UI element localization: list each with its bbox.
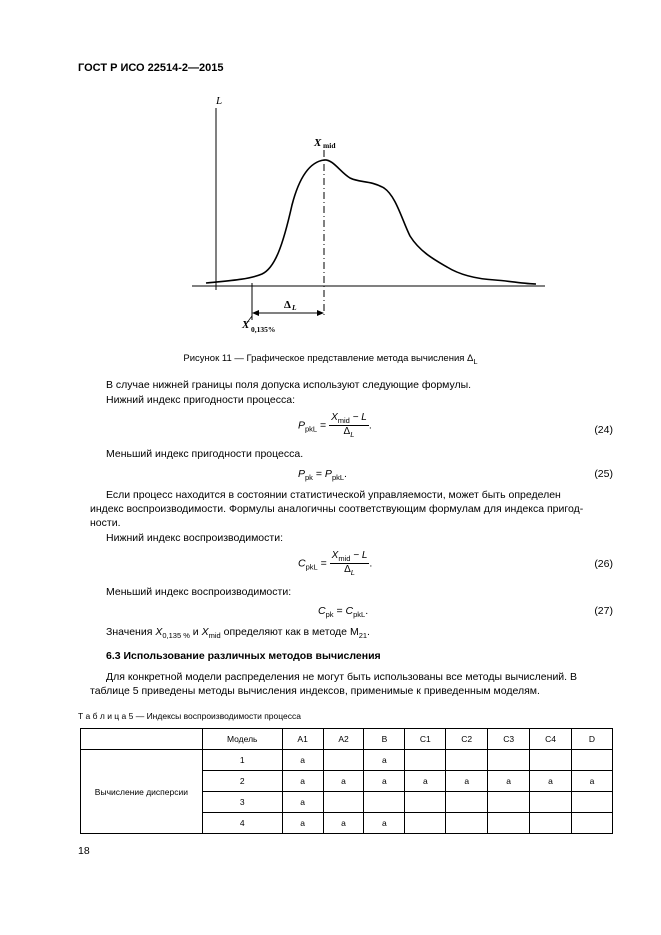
table-cell [323,792,364,813]
table-cell: a [572,771,613,792]
table-cell [446,750,488,771]
table-cell [446,813,488,834]
table-cell [530,813,572,834]
table-cell [405,792,446,813]
table-cell [405,750,446,771]
figure-distribution-curve [0,0,661,360]
table-cell: 3 [202,792,282,813]
table-caption: Т а б л и ц а 5 — Индексы воспроизводимости процесса [78,711,301,721]
equation-27: $C_{pk} = C_{pkL}$. [318,605,369,619]
x-mid-label: X [314,137,322,149]
table-cell [323,750,364,771]
x0-label: X [242,319,250,331]
distribution-curve [206,160,536,284]
table-cell: a [446,771,488,792]
equation-26: $C_{pkL}$ = $\frac{X_{mid} - L}{\Delta_L}$ . [298,550,373,577]
table-cell: a [282,792,323,813]
table-cell: a [282,771,323,792]
table-header-cell: C1 [405,729,446,750]
document-header: ГОСТ Р ИСО 22514-2—2015 [78,62,224,74]
equation-27-number: (27) [594,605,613,617]
equation-24: $P_{pkL}$ = $\frac{X_{mid} - L}{\Delta_L}$ . [298,412,372,439]
x-mid-sub: mid [323,141,336,150]
paragraph-6: Меньший индекс воспроизводимости: [106,586,292,598]
equation-25-number: (25) [594,468,613,480]
table-header-cell: Модель [202,729,282,750]
table-header-cell: C4 [530,729,572,750]
figure-caption-sub: L [473,357,478,366]
paragraph-5: Нижний индекс воспроизводимости: [106,532,283,544]
table-cell: a [323,813,364,834]
paragraph-4a: Если процесс находится в состоянии статистической управляемости, может быть определен [106,489,561,501]
table-row-label: Вычисление дисперсии [81,750,203,834]
figure-caption-text: Рисунок 11 — Графическое представление метода вычисления Δ [183,353,474,364]
table-cell [530,750,572,771]
table-header-cell: A1 [282,729,323,750]
table-cell: a [282,813,323,834]
paragraph-4b: индекс воспроизводимости. Формулы аналогичны соответствующим формулам для индекса пригод- [90,503,584,515]
paragraph-2: Нижний индекс пригодности процесса: [106,394,295,406]
table-cell: 2 [202,771,282,792]
equation-25: $P_{pk} = P_{pkL}$. [298,468,347,482]
table-cell: a [364,750,405,771]
table-cell: 1 [202,750,282,771]
table-cell: a [488,771,530,792]
equation-26-number: (26) [594,558,613,570]
table-cell: a [364,813,405,834]
table-cell: a [405,771,446,792]
table-cell: a [323,771,364,792]
page-number: 18 [78,845,90,857]
table-header-cell: B [364,729,405,750]
table-5 [80,728,613,834]
equation-24-fraction: $\frac{X_{mid} - L}{\Delta_L}$ [331,412,367,439]
table-cell: a [530,771,572,792]
figure-caption [0,353,661,366]
table-header-cell: C3 [488,729,530,750]
paragraph-1: В случае нижней границы поля допуска используют следующие формулы. [106,379,472,391]
paragraph-8a: Для конкретной модели распределения не могут быть использованы все методы вычислений. В [106,671,578,683]
table-cell [488,792,530,813]
table-cell [530,792,572,813]
delta-arrow-right-head [317,310,324,316]
table-cell [488,750,530,771]
table-cell: 4 [202,813,282,834]
paragraph-4c: ности. [90,517,121,529]
table-cell [446,792,488,813]
table-cell: a [282,750,323,771]
table-cell [572,792,613,813]
table-cell [572,750,613,771]
table-cell [488,813,530,834]
table-cell [572,813,613,834]
table-cell [405,813,446,834]
delta-label: Δ [284,299,291,311]
table-cell: a [364,771,405,792]
table-row [81,750,613,771]
paragraph-7: Значения $X_{0,135 \%}$ и $X_{mid}$ определяют как в методе $M_{21}$. [106,626,370,640]
delta-sub: L [292,303,297,312]
equation-26-fraction: $\frac{X_{mid} - L}{\Delta_L}$ [331,550,368,577]
y-axis-label: L [216,95,223,107]
x0-sub: 0,135% [251,325,276,334]
table-header-row [81,729,613,750]
paragraph-3: Меньший индекс пригодности процесса. [106,448,304,460]
table-header-cell [81,729,203,750]
table-cell [364,792,405,813]
table-header-cell: D [572,729,613,750]
table-header-cell: C2 [446,729,488,750]
table-header-cell: A2 [323,729,364,750]
equation-24-number: (24) [594,424,613,436]
paragraph-8b: таблице 5 приведены методы вычисления индексов, применимые к приведенным моделям. [90,685,540,697]
delta-arrow-left-head [252,310,259,316]
section-heading: 6.3 Использование различных методов вычисления [106,650,381,662]
